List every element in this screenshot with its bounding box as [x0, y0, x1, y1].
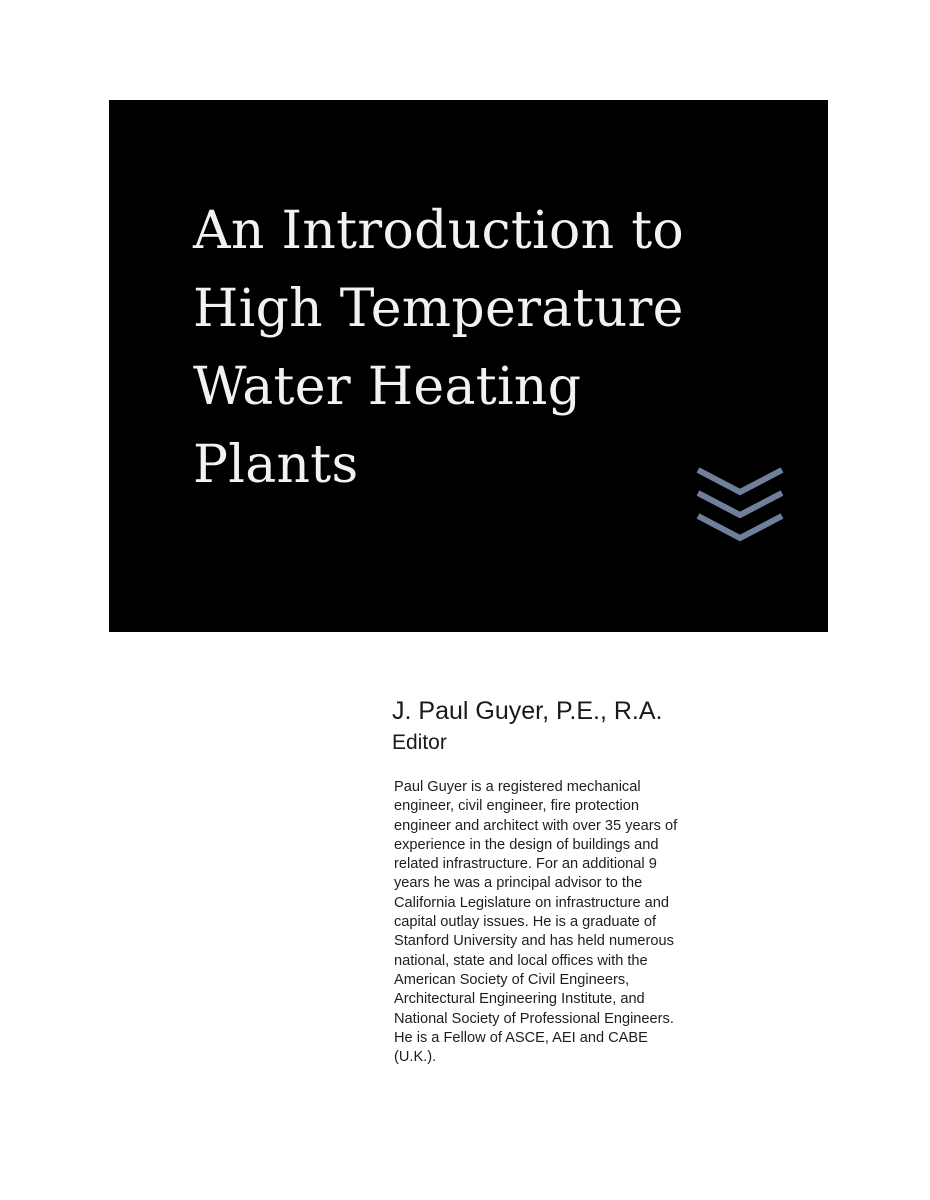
bio-line: related infrastructure. For an additional 9 [394, 856, 657, 873]
bio-line: national, state and local offices with the [394, 952, 648, 969]
book-title-line: Plants [193, 435, 359, 495]
bio-line: years he was a principal advisor to the [394, 875, 643, 892]
bio-line: Stanford University and has held numerous [394, 933, 674, 950]
bio-line: He is a Fellow of ASCE, AEI and CABE [394, 1029, 648, 1046]
bio-line: experience in the design of buildings and [394, 836, 659, 853]
bio-line: Architectural Engineering Institute, and [394, 991, 645, 1008]
book-title-line: An Introduction to [193, 201, 685, 261]
bio-line: engineer and architect with over 35 years of [394, 817, 678, 834]
bio-line: American Society of Civil Engineers, [394, 971, 630, 988]
bio-line: National Society of Professional Engineers. [394, 1010, 674, 1027]
book-title-line: High Temperature [193, 279, 684, 339]
book-title-line: Water Heating [193, 357, 582, 417]
bio-line: Paul Guyer is a registered mechanical [394, 779, 641, 795]
author-role: Editor [392, 731, 447, 754]
bio-line: California Legislature on infrastructure and [394, 894, 670, 911]
bio-line: engineer, civil engineer, fire protection [394, 798, 640, 815]
cover-title-panel [109, 100, 828, 632]
book-title [193, 192, 684, 504]
bio-line: (U.K.). [394, 1049, 437, 1066]
author-bio [394, 778, 754, 1067]
bio-line: capital outlay issues. He is a graduate of [394, 914, 657, 931]
author-name: J. Paul Guyer, P.E., R.A. [392, 697, 663, 725]
triple-chevron-down-icon [695, 462, 785, 548]
